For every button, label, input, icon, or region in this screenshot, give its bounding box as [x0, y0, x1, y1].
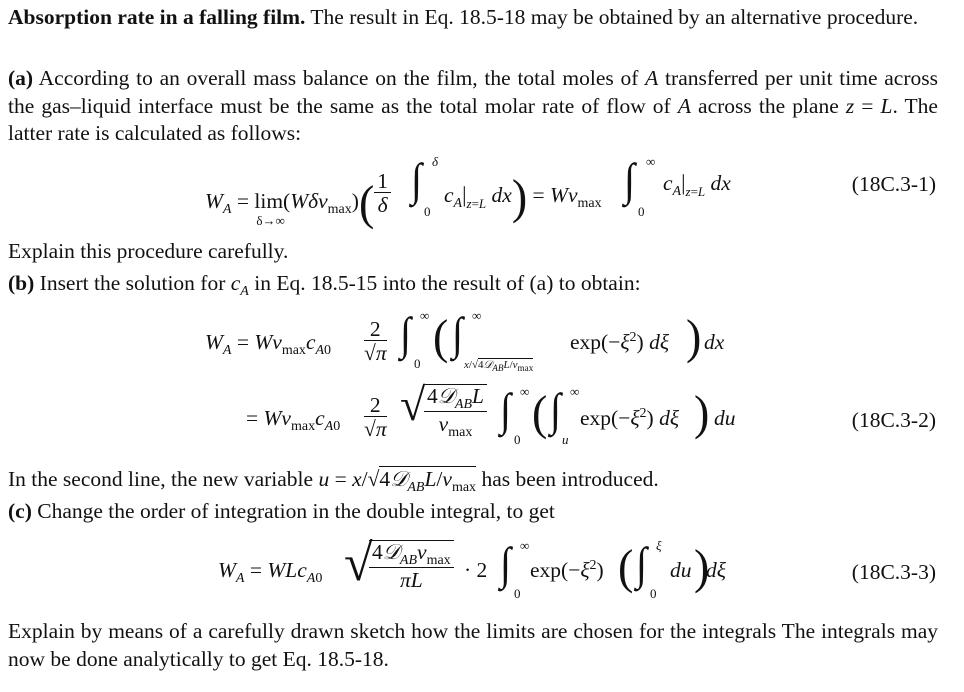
part-b-var-c-sub: A: [240, 284, 249, 299]
part-a-text-2: transferred per unit time across the gas–liquid interface must be the same as the total molar rate of flow of: [8, 66, 938, 118]
second-line-text-2: =: [329, 467, 353, 491]
part-a-followup: Explain this procedure carefully.: [8, 239, 289, 263]
second-line-text-1: In the second line, the new variable: [8, 467, 319, 491]
equation-18c3-1: $W_A = \lim$ δ→∞ (Wδv$_{max}$)( $\frac{1}{\delta}$ ∫ δ 0 $c_A|_{z=L}$ $dx) = Wv_{max}$ ∫ ∞ 0 $c_A|_{z=L}$ dx (18C.3-1): [205, 153, 936, 230]
part-b-text-2: in Eq. 18.5-15 into the result of (a) to obtain:: [248, 271, 641, 295]
part-a-var-a2: A: [677, 93, 691, 118]
part-a-paragraph: [8, 65, 938, 148]
part-a-text-3: across the plane: [690, 93, 846, 118]
equation-number-1: (18C.3-1): [851, 172, 936, 196]
part-a-eq: =: [854, 93, 881, 118]
part-b-var-c: c: [230, 271, 241, 295]
part-b-label: (b): [8, 271, 35, 295]
part-a-label: (a): [8, 66, 34, 90]
equation-number-3: (18C.3-3): [851, 560, 936, 584]
part-a-text-1: According to an overall mass balance on the film, the total moles of: [33, 66, 646, 90]
second-line-paragraph: In the second line, the new variable $u = x/√4𝒟_{AB}L/v_{max}$ has been introduced.: [8, 467, 659, 495]
part-b-text-1: Insert the solution for: [34, 271, 231, 295]
part-b-paragraph: [8, 270, 938, 301]
equation-number-2: (18C.3-2): [851, 408, 936, 432]
part-c-label: (c): [8, 499, 32, 523]
part-a-var-a1: A: [645, 66, 659, 90]
second-line-text-3: has been introduced.: [476, 467, 659, 491]
equation-18c3-3: $W_A = WLc_{A0}$ √ $\frac{4𝒟_{AB}v_{max}}{\pi L}$ · 2 ∫ ∞ 0 $\exp(-\xi^2)$ ( ∫ ξ 0 du ) dξ (18C.3-3): [218, 535, 936, 601]
part-c-text: Change the order of integration in the double integral, to get: [31, 499, 555, 523]
part-a-text-4: . The latter rate is calculated as follows:: [8, 93, 938, 145]
part-a-var-z: z: [845, 93, 855, 118]
second-line-var-u: u: [318, 467, 330, 491]
equation-18c3-2: $W_A = Wv_{max}c_{A0}$ $\frac{2}{√\pi}$ ∫ ∞ 0 ( ∫ ∞ $x/√4𝒟_{AB}L/v_{max}$ $\exp(-\xi^2)$ dξ ) dx = $Wv_{max}c_{A0}$ $\frac{2}{√\pi}$ √ $\frac{4𝒟_{AB}L}{v_{max}}$ ∫ ∞ 0 ( ∫ ∞ u $\exp(-\xi^2)$ dξ ) du (18C.3-2): [205, 307, 936, 447]
intro-text: The result in Eq. 18.5-18 may be obtained by an alternative procedure.: [305, 5, 919, 29]
intro-paragraph: [8, 4, 938, 32]
part-c-paragraph: [8, 498, 938, 526]
closing-paragraph: Explain by means of a carefully drawn sketch how the limits are chosen for the integrals The integrals may now be done analytically to get Eq. 18.5-18.: [8, 619, 938, 671]
part-a-var-l: L: [880, 93, 893, 118]
problem-title: Absorption rate in a falling film.: [8, 5, 306, 29]
